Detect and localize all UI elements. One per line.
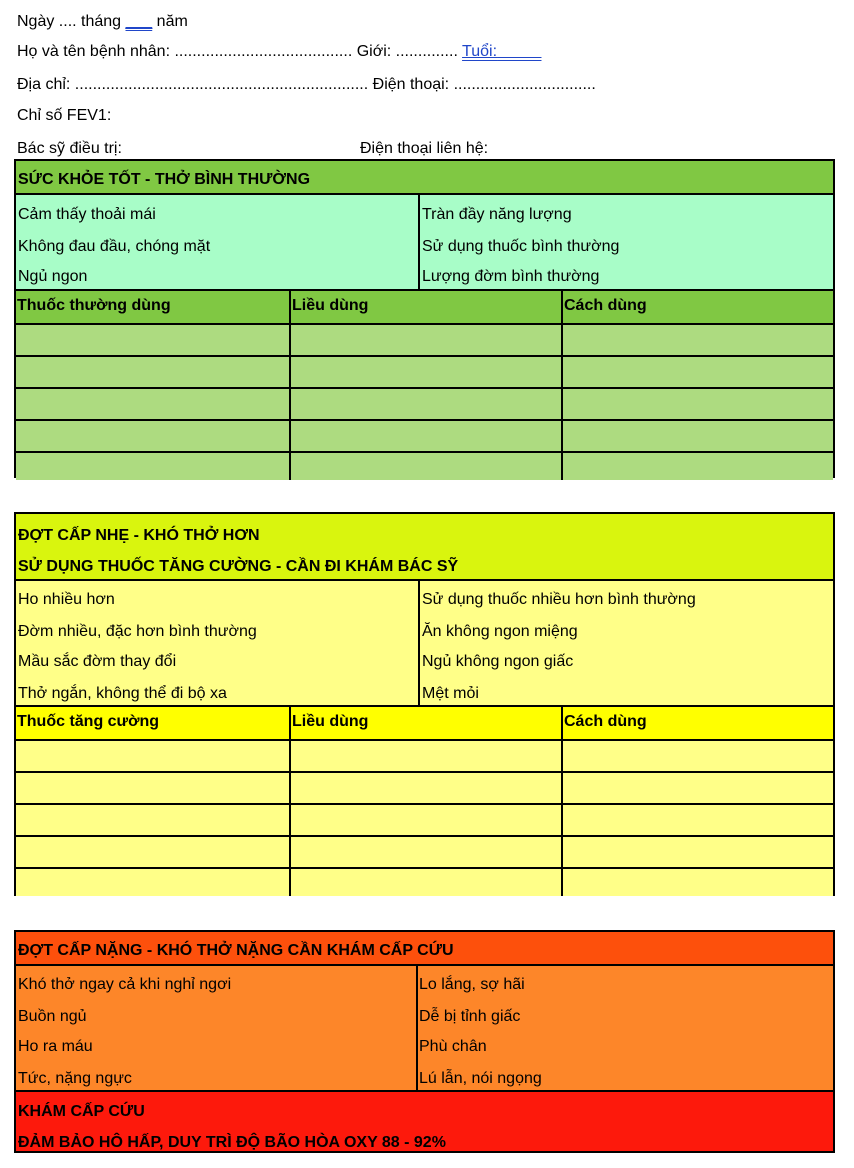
column-header: Cách dùng [561, 707, 833, 739]
table-cell[interactable] [16, 419, 289, 451]
symptom: Không đau đầu, chóng mặt [18, 238, 211, 255]
column-header: Cách dùng [561, 291, 833, 323]
symptom: Ho nhiều hơn [18, 591, 115, 608]
symptom: Tức, nặng ngực [18, 1070, 132, 1087]
yellow-title-line2: SỬ DỤNG THUỐC TĂNG CƯỜNG - CẦN ĐI KHÁM BÁC SỸ [18, 558, 459, 575]
table-cell[interactable] [16, 387, 289, 419]
table-cell[interactable] [16, 803, 289, 835]
table-cell[interactable] [561, 451, 833, 480]
orange-symptoms [16, 964, 833, 1090]
table-cell[interactable] [16, 835, 289, 867]
table-cell[interactable] [289, 419, 561, 451]
address-line[interactable]: Địa chỉ: .................................................................. Điện thoại: ................................ [17, 76, 596, 93]
table-cell[interactable] [561, 323, 833, 355]
green-med-table [16, 289, 833, 480]
symptom: Dễ bị tỉnh giấc [419, 1008, 521, 1025]
symptom: Phù chân [419, 1038, 487, 1055]
emergency-title: KHÁM CẤP CỨU [18, 1103, 145, 1120]
table-cell[interactable] [289, 803, 561, 835]
symptom: Ho ra máu [18, 1038, 93, 1055]
table-cell[interactable] [561, 803, 833, 835]
green-title: SỨC KHỎE TỐT - THỞ BÌNH THƯỜNG [16, 161, 833, 193]
divider [418, 195, 420, 289]
table-cell[interactable] [289, 867, 561, 896]
year-label: năm [152, 13, 188, 30]
emergency-instruction: ĐẢM BẢO HÔ HẤP, DUY TRÌ ĐỘ BÃO HÒA OXY 88 - 92% [18, 1134, 446, 1151]
symptom: Thở ngắn, không thể đi bộ xa [18, 685, 227, 702]
month-blank[interactable]: ___ [125, 13, 153, 30]
symptom: Ngủ ngon [18, 268, 88, 285]
symptom: Ăn không ngon miệng [422, 623, 578, 640]
yellow-title-line1: ĐỢT CẤP NHẸ - KHÓ THỞ HƠN [18, 527, 260, 544]
table-cell[interactable] [561, 867, 833, 896]
table-cell[interactable] [16, 867, 289, 896]
table-cell[interactable] [289, 835, 561, 867]
emergency-block [16, 1090, 833, 1151]
table-cell[interactable] [16, 771, 289, 803]
column-header: Thuốc thường dùng [16, 291, 289, 323]
yellow-symptoms [16, 579, 833, 705]
table-cell[interactable] [561, 419, 833, 451]
table-cell[interactable] [289, 387, 561, 419]
table-cell[interactable] [561, 739, 833, 771]
column-header: Liều dùng [289, 707, 561, 739]
table-cell[interactable] [289, 323, 561, 355]
symptom: Sử dụng thuốc nhiều hơn bình thường [422, 591, 696, 608]
orange-title: ĐỢT CẤP NẶNG - KHÓ THỞ NẶNG CẦN KHÁM CẤP CỨU [16, 932, 833, 964]
contact-phone-line[interactable]: Điện thoại liên hệ: [360, 140, 489, 157]
column-header: Liều dùng [289, 291, 561, 323]
table-cell[interactable] [289, 355, 561, 387]
green-symptoms [16, 193, 833, 289]
patient-name-field[interactable]: Họ và tên bệnh nhân: ........................................ Giới: .............. [17, 43, 463, 60]
orange-zone [14, 930, 835, 1153]
symptom: Mệt mỏi [422, 685, 479, 702]
divider [418, 581, 420, 705]
table-cell[interactable] [561, 355, 833, 387]
green-zone [14, 159, 835, 478]
symptom: Mầu sắc đờm thay đổi [18, 653, 177, 670]
date-label: Ngày .... tháng [17, 13, 126, 30]
yellow-title [16, 514, 833, 579]
age-blank[interactable] [497, 43, 541, 60]
doctor-line[interactable]: Bác sỹ điều trị: [17, 140, 122, 157]
age-label[interactable]: Tuổi: [462, 43, 498, 60]
symptom: Ngủ không ngon giấc [422, 653, 574, 670]
symptom: Cảm thấy thoải mái [18, 206, 156, 223]
symptom: Lượng đờm bình thường [422, 268, 600, 285]
table-cell[interactable] [289, 739, 561, 771]
table-cell[interactable] [16, 451, 289, 480]
symptom: Lo lắng, sợ hãi [419, 976, 525, 993]
symptom: Buồn ngủ [18, 1008, 87, 1025]
table-cell[interactable] [561, 835, 833, 867]
symptom: Sử dụng thuốc bình thường [422, 238, 620, 255]
divider [416, 966, 418, 1090]
table-cell[interactable] [561, 771, 833, 803]
table-cell[interactable] [289, 451, 561, 480]
patient-line [17, 43, 541, 61]
symptom: Lú lẫn, nói ngọng [419, 1070, 542, 1087]
symptom: Khó thở ngay cả khi nghỉ ngơi [18, 976, 232, 993]
table-cell[interactable] [561, 387, 833, 419]
yellow-zone [14, 512, 835, 896]
table-cell[interactable] [289, 771, 561, 803]
symptom: Đờm nhiều, đặc hơn bình thường [18, 623, 257, 640]
table-cell[interactable] [16, 739, 289, 771]
date-line [17, 13, 188, 31]
column-header: Thuốc tăng cường [16, 707, 289, 739]
fev1-line[interactable]: Chỉ số FEV1: [17, 107, 112, 124]
yellow-med-table [16, 705, 833, 896]
symptom: Tràn đầy năng lượng [422, 206, 572, 223]
table-cell[interactable] [16, 323, 289, 355]
table-cell[interactable] [16, 355, 289, 387]
